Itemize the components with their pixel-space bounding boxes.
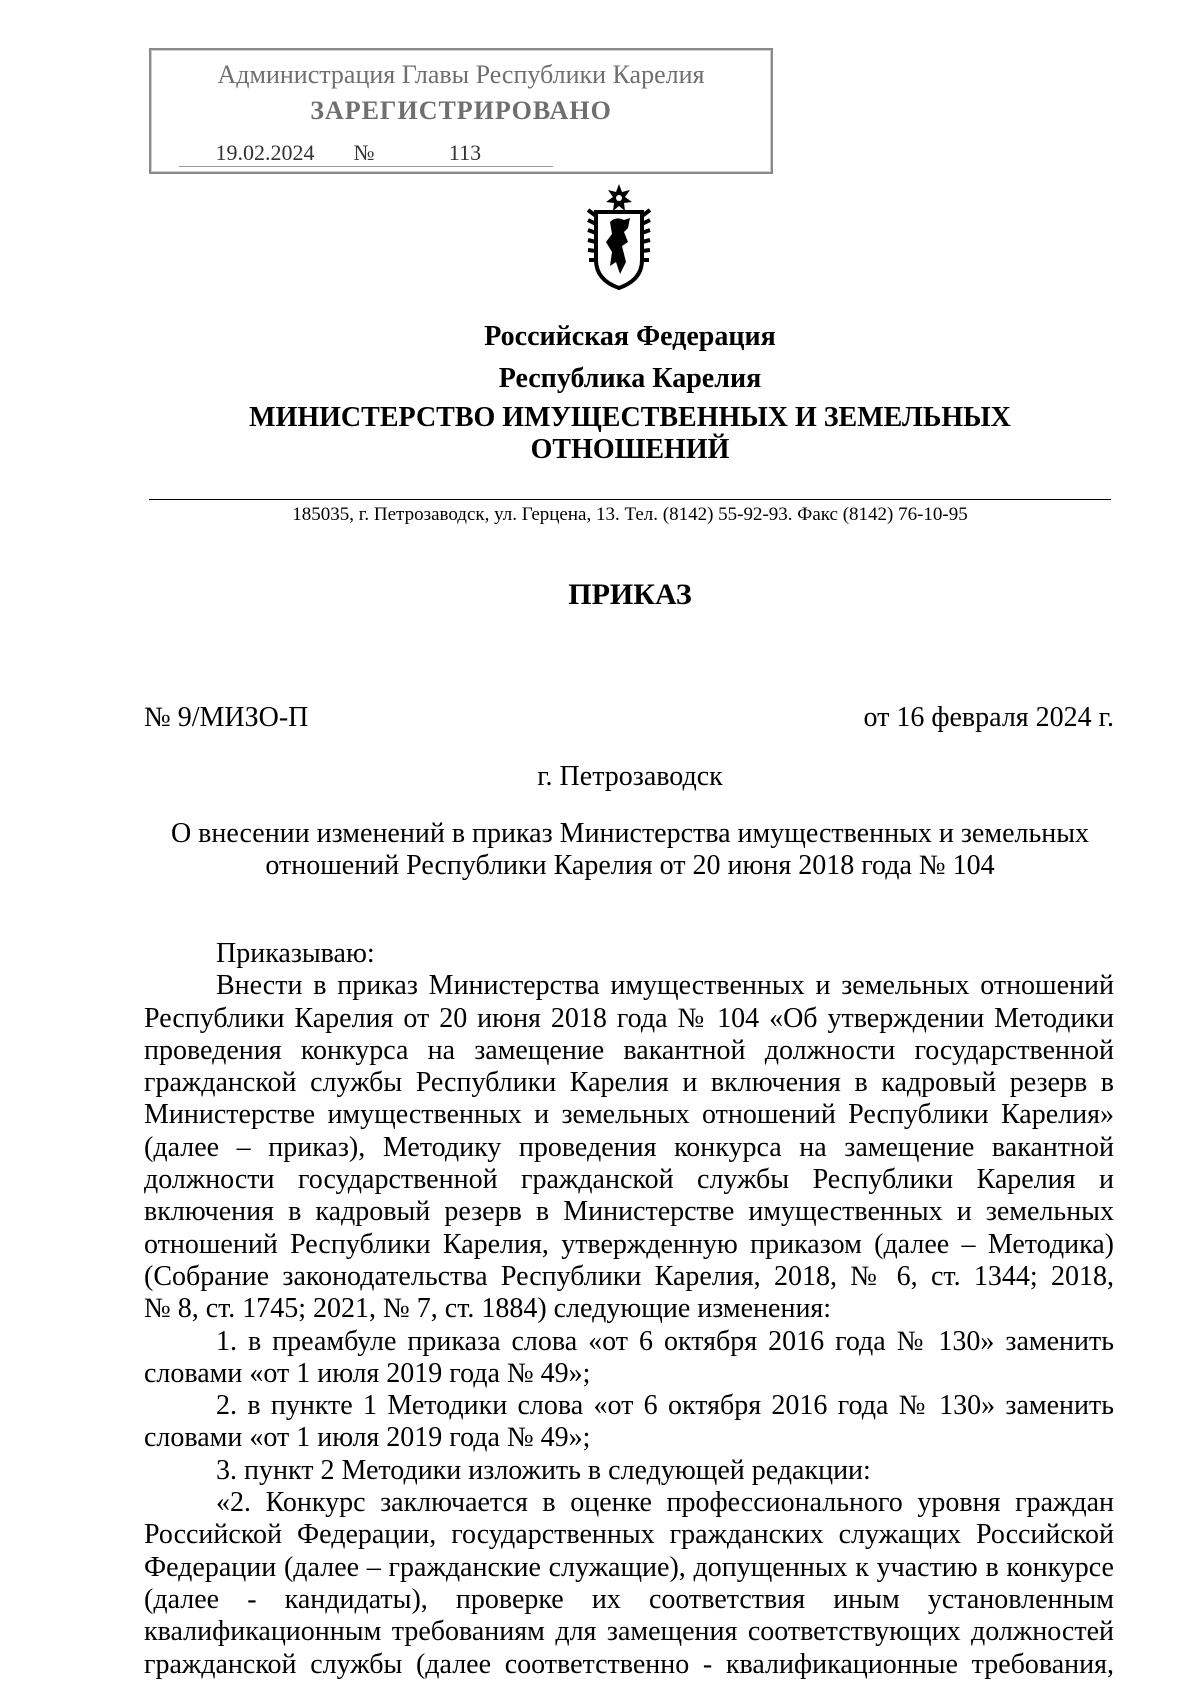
body-line: Внести в приказ Министерства имущественных и земельных отношений (216, 970, 1114, 1002)
body-line: словами «от 1 июля 2019 года № 49»; (144, 1357, 591, 1389)
body-line: (далее – приказ), Методику проведения конкурса на замещение вакантной (144, 1131, 1114, 1163)
stamp-organization: Администрация Главы Республики Карелия (217, 60, 705, 89)
header-ministry-line1: МИНИСТЕРСТВО ИМУЩЕСТВЕННЫХ И ЗЕМЕЛЬНЫХ (249, 402, 1011, 433)
body-line: № 8, ст. 1745; 2021, № 7, ст. 1884) следующие изменения: (144, 1293, 832, 1325)
header-divider (149, 499, 1111, 500)
header-ministry-line2: ОТНОШЕНИЙ (530, 434, 730, 465)
body-line: «2. Конкурс заключается в оценке профессионального уровня граждан (216, 1487, 1114, 1519)
body-line: (далее - кандидаты), проверке их соответствия иным установленным (144, 1583, 1114, 1615)
body-line: Приказываю: (216, 938, 375, 969)
stamp-number-label: № (351, 140, 377, 167)
body-line: Министерстве имущественных и земельных отношений Республики Карелия» (144, 1099, 1114, 1131)
body-line: словами «от 1 июля 2019 года № 49»; (144, 1422, 591, 1454)
body-line: (Собрание законодательства Республики Карелия, 2018, № 6, ст. 1344; 2018, (144, 1260, 1114, 1292)
document-date: от 16 февраля 2024 г. (863, 702, 1114, 733)
body-line: проведения конкурса на замещение вакантной должности государственной (144, 1034, 1114, 1066)
document-title-line1: О внесении изменений в приказ Министерства имущественных и земельных (170, 818, 1090, 849)
body-line: 3. пункт 2 Методики изложить в следующей редакции: (216, 1454, 871, 1486)
body-line: Российской Федерации, государственных гражданских служащих Российской (144, 1519, 1114, 1551)
document-body (144, 938, 1114, 1681)
body-line: Республики Карелия от 20 июня 2018 года № 104 «Об утверждении Методики (144, 1002, 1114, 1034)
header-address: 185035, г. Петрозаводск, ул. Герцена, 13. Тел. (8142) 55-92-93. Факс (8142) 76-10-95 (292, 504, 968, 525)
body-line: отношений Республики Карелия, утвержденную приказом (далее – Методика) (144, 1228, 1114, 1260)
document-city: г. Петрозаводск (537, 761, 723, 792)
document-number: № 9/МИЗО-П (144, 702, 309, 733)
body-line: включения в кадровый резерв в Министерстве имущественных и земельных (144, 1196, 1114, 1228)
body-line: гражданской службы (далее соответственно - квалификационные требования, (144, 1648, 1114, 1680)
karelia-coat-of-arms-icon (586, 182, 652, 290)
body-line: 1. в преамбуле приказа слова «от 6 октября 2016 года № 130» заменить (216, 1325, 1114, 1357)
document-type: ПРИКАЗ (568, 578, 692, 611)
body-line: Федерации (далее – гражданские служащие), допущенных к участию в конкурсе (144, 1551, 1114, 1583)
header-country: Российская Федерация (484, 321, 776, 352)
stamp-date: 19.02.2024 (179, 140, 351, 167)
registration-stamp (149, 48, 773, 174)
stamp-number: 113 (377, 140, 553, 167)
document-title-line2: отношений Республики Карелия от 20 июня 2018 года № 104 (265, 850, 995, 881)
body-line: должности государственной гражданской службы Республики Карелия и (144, 1164, 1114, 1196)
body-line: квалификационным требованиям для замещения соответствующих должностей (144, 1616, 1114, 1648)
body-line: гражданской службы Республики Карелия и включения в кадровый резерв в (144, 1067, 1114, 1099)
stamp-status: ЗАРЕГИСТРИРОВАНО (310, 96, 612, 125)
header-republic: Республика Карелия (498, 363, 762, 394)
body-line: 2. в пункте 1 Методики слова «от 6 октября 2016 года № 130» заменить (216, 1390, 1114, 1422)
